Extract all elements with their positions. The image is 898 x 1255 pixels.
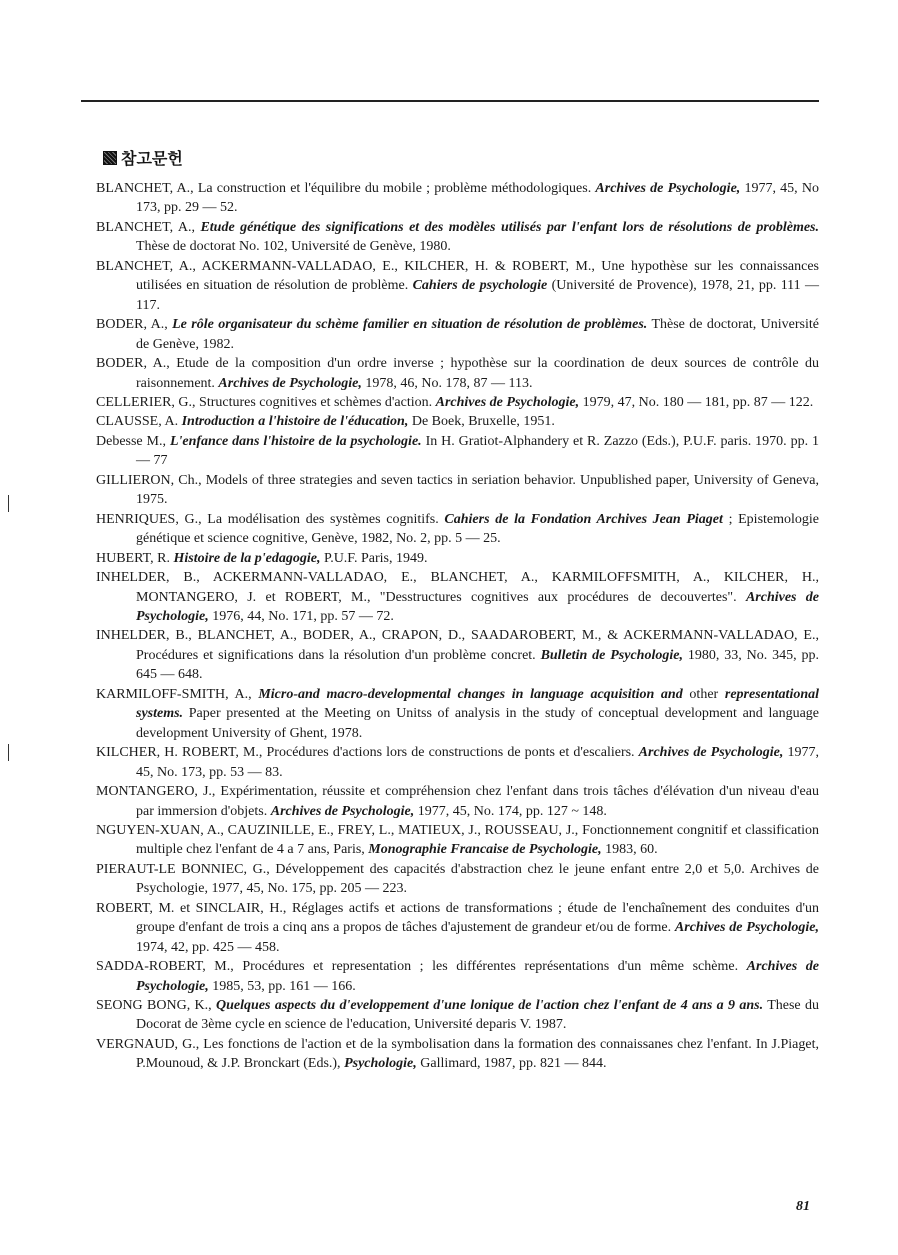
reference-list bbox=[96, 179, 819, 1074]
reference-entry bbox=[96, 626, 819, 684]
margin-mark bbox=[8, 495, 9, 512]
reference-entry bbox=[96, 821, 819, 860]
reference-title-italic: Micro-and macro-developmental changes in language acquisition and bbox=[258, 686, 683, 702]
reference-entry bbox=[96, 860, 819, 899]
reference-text: BODER, A., bbox=[96, 317, 173, 333]
reference-text: INHELDER, B., ACKERMANN-VALLADAO, E., BLANCHET, A., KARMILOFFSMITH, A., KILCHER, H., MONTANGERO, J. et ROBERT, M., "Desstructures cognitives aux procédures de decouvertes". bbox=[96, 570, 819, 605]
reference-text: These du Docorat de 3ème cycle en science de l'education, Université deparis V. 1987. bbox=[136, 998, 820, 1033]
reference-entry bbox=[96, 257, 819, 315]
reference-text: GILLIERON, Ch., Models of three strategies and seven tactics in seriation behavior. Unpublished paper, University of Geneva, 1975. bbox=[96, 472, 819, 508]
reference-text: Debesse M., bbox=[96, 433, 170, 449]
reference-text: Thèse de doctorat, Université de Genève, 1982. bbox=[136, 317, 820, 352]
reference-text: 1977, 45, No. 173, pp. 53 — 83. bbox=[136, 745, 819, 780]
section-heading bbox=[103, 146, 183, 169]
reference-text: 1979, 47, No. 180 — 181, pp. 87 — 122. bbox=[579, 394, 814, 410]
reference-text: De Boek, Bruxelle, 1951. bbox=[408, 414, 555, 430]
reference-text: CLAUSSE, A. bbox=[96, 414, 182, 430]
reference-title-italic: Quelques aspects du d'eveloppement d'une lonique de l'action chez l'enfant de 4 ans a 9 ans. bbox=[216, 998, 764, 1014]
reference-text: 1977, 45, No 173, pp. 29 — 52. bbox=[136, 181, 819, 216]
reference-entry bbox=[96, 471, 819, 510]
reference-title-italic: L'enfance dans l'histoire de la psychologie. bbox=[169, 433, 422, 449]
reference-title-italic: Monographie Francaise de Psychologie, bbox=[368, 842, 602, 858]
reference-title-italic: Archives de Psychologie, bbox=[595, 181, 741, 196]
reference-title-italic: Cahiers de la Fondation Archives Jean Piaget bbox=[444, 511, 723, 527]
reference-text: 1974, 42, pp. 425 — 458. bbox=[136, 939, 280, 955]
reference-text: 1980, 33, No. 345, pp. 645 — 648. bbox=[136, 647, 819, 683]
reference-text: 1976, 44, No. 171, pp. 57 — 72. bbox=[208, 608, 394, 624]
reference-text: VERGNAUD, G., Les fonctions de l'action et de la symbolisation dans la formation des connaissanes chez l'enfant. In J.Piaget, P.Mounoud, & J.P. Bronckart (Eds.), bbox=[96, 1036, 819, 1072]
reference-entry bbox=[96, 354, 819, 393]
reference-text: PIERAUT-LE BONNIEC, G., Développement des capacités d'abstraction chez le jeune enfant entre 2,0 et 5,0. Archives de Psychologie, 1977, 45, No. 175, pp. 205 — 223. bbox=[96, 861, 819, 897]
reference-text: P.U.F. Paris, 1949. bbox=[320, 550, 428, 566]
reference-title-italic: Cahiers de psychologie bbox=[412, 278, 548, 294]
reference-text: HENRIQUES, G., La modélisation des systèmes cognitifs. bbox=[96, 511, 445, 527]
reference-entry bbox=[96, 1035, 819, 1074]
reference-text: BODER, A., Etude de la composition d'un ordre inverse ; hypothèse sur la coordination de deux sources de contrôle du raisonnement. bbox=[96, 356, 819, 391]
reference-entry bbox=[96, 899, 819, 957]
reference-title-italic: Le rôle organisateur du schème familier en situation de résolution de problèmes. bbox=[172, 317, 648, 333]
reference-text: 1977, 45, No. 174, pp. 127 ~ 148. bbox=[414, 803, 607, 819]
reference-text: BLANCHET, A., ACKERMANN-VALLADAO, E., KILCHER, H. & ROBERT, M., Une hypothèse sur les connaissances utilisées en situation de résolution de problème. bbox=[96, 258, 819, 294]
reference-text: CELLERIER, G., Structures cognitives et schèmes d'action. bbox=[96, 394, 436, 410]
reference-text: INHELDER, B., BLANCHET, A., BODER, A., CRAPON, D., SAADAROBERT, M., & ACKERMANN-VALLADAO, E., Procédures et significations dans la résolution d'un problème concret. bbox=[96, 628, 819, 663]
reference-entry bbox=[96, 996, 819, 1035]
margin-mark bbox=[8, 744, 9, 761]
reference-title-italic: Bulletin de Psychologie, bbox=[540, 647, 683, 663]
reference-entry bbox=[96, 685, 819, 743]
reference-entry bbox=[96, 743, 819, 782]
reference-text: KARMILOFF-SMITH, A., bbox=[96, 686, 259, 702]
reference-text: 1978, 46, No. 178, 87 — 113. bbox=[361, 375, 533, 391]
reference-title-italic: Etude génétique des significations et des modèles utilisés par l'enfant lors de résolutions de problèmes. bbox=[200, 219, 819, 235]
reference-entry bbox=[96, 957, 819, 996]
reference-entry bbox=[96, 510, 819, 549]
reference-title-italic: Archives de Psychologie, bbox=[435, 394, 580, 410]
square-bullet-icon bbox=[103, 151, 117, 165]
reference-text: HUBERT, R. bbox=[96, 550, 174, 566]
page-number: 81 bbox=[796, 1199, 810, 1214]
reference-text: other bbox=[682, 686, 725, 702]
reference-text: 1983, 60. bbox=[601, 842, 658, 858]
reference-text: SADDA-ROBERT, M., Procédures et representation ; les différentes représentations d'un même schème. bbox=[96, 959, 747, 975]
reference-text: Gallimard, 1987, pp. 821 — 844. bbox=[416, 1056, 607, 1072]
reference-text: (Université de Provence), 1978, 21, pp. 111 — 117. bbox=[136, 278, 820, 313]
reference-entry bbox=[96, 568, 819, 626]
reference-text: BLANCHET, A., bbox=[96, 219, 201, 235]
section-heading-text: 참고문헌 bbox=[121, 149, 183, 168]
reference-entry bbox=[96, 782, 819, 821]
reference-text: Paper presented at the Meeting on Unitss of analysis in the study of conceptual development and language development University of Ghent, 1978. bbox=[136, 706, 819, 741]
reference-text: 1985, 53, pp. 161 — 166. bbox=[208, 978, 356, 994]
top-rule bbox=[81, 100, 819, 102]
reference-text: MONTANGERO, J., Expérimentation, réussite et compréhension chez l'enfant dans trois tâches d'élévation d'un niveau d'eau par immersion d'objets. bbox=[96, 784, 819, 819]
reference-entry bbox=[96, 218, 819, 257]
reference-title-italic: Archives de Psychologie, bbox=[218, 375, 362, 391]
reference-text: In H. Gratiot-Alphandery et R. Zazzo (Eds.), P.U.F. paris. 1970. pp. 1 — 77 bbox=[136, 433, 819, 469]
reference-text: ; Epistemologie génétique et science cognitive, Genève, 1982, No. 2, pp. 5 — 25. bbox=[136, 511, 820, 547]
reference-text: KILCHER, H. ROBERT, M., Procédures d'actions lors de constructions de ponts et d'escaliers. bbox=[96, 745, 639, 761]
reference-title-italic: Histoire de la p'edagogie, bbox=[173, 550, 321, 566]
reference-title-italic: Introduction a l'histoire de l'éducation, bbox=[181, 414, 409, 430]
reference-text: ROBERT, M. et SINCLAIR, H., Réglages actifs et actions de transformations ; étude de l'enchaînement des conduites d'un groupe d'enfant de trois a cinq ans a propos de tâches d'ajustement de grandeur et/ou de forme. bbox=[96, 900, 819, 936]
reference-text: NGUYEN-XUAN, A., CAUZINILLE, E., FREY, L., MATIEUX, J., ROUSSEAU, J., Fonctionnement congnitif et classification multiple chez l'enfant de 4 a 7 ans, Paris, bbox=[96, 822, 819, 858]
reference-entry bbox=[96, 393, 819, 412]
reference-text: Thèse de doctorat No. 102, Université de Genève, 1980. bbox=[136, 239, 451, 255]
reference-text: BLANCHET, A., La construction et l'équilibre du mobile ; problème méthodologiques. bbox=[96, 181, 596, 196]
reference-title-italic: Archives de Psychologie, bbox=[638, 745, 784, 761]
reference-title-italic: Archives de Psychologie, bbox=[136, 959, 819, 994]
reference-title-italic: representational systems. bbox=[136, 686, 820, 722]
reference-entry bbox=[96, 315, 819, 354]
reference-title-italic: Psychologie, bbox=[344, 1056, 417, 1072]
reference-title-italic: Archives de Psychologie, bbox=[136, 589, 820, 624]
reference-entry bbox=[96, 549, 819, 568]
reference-entry bbox=[96, 412, 819, 431]
reference-title-italic: Archives de Psychologie, bbox=[270, 803, 415, 819]
reference-text: SEONG BONG, K., bbox=[96, 998, 217, 1014]
reference-title-italic: Archives de Psychologie, bbox=[674, 920, 820, 936]
reference-entry bbox=[96, 432, 819, 471]
reference-entry bbox=[96, 179, 819, 218]
